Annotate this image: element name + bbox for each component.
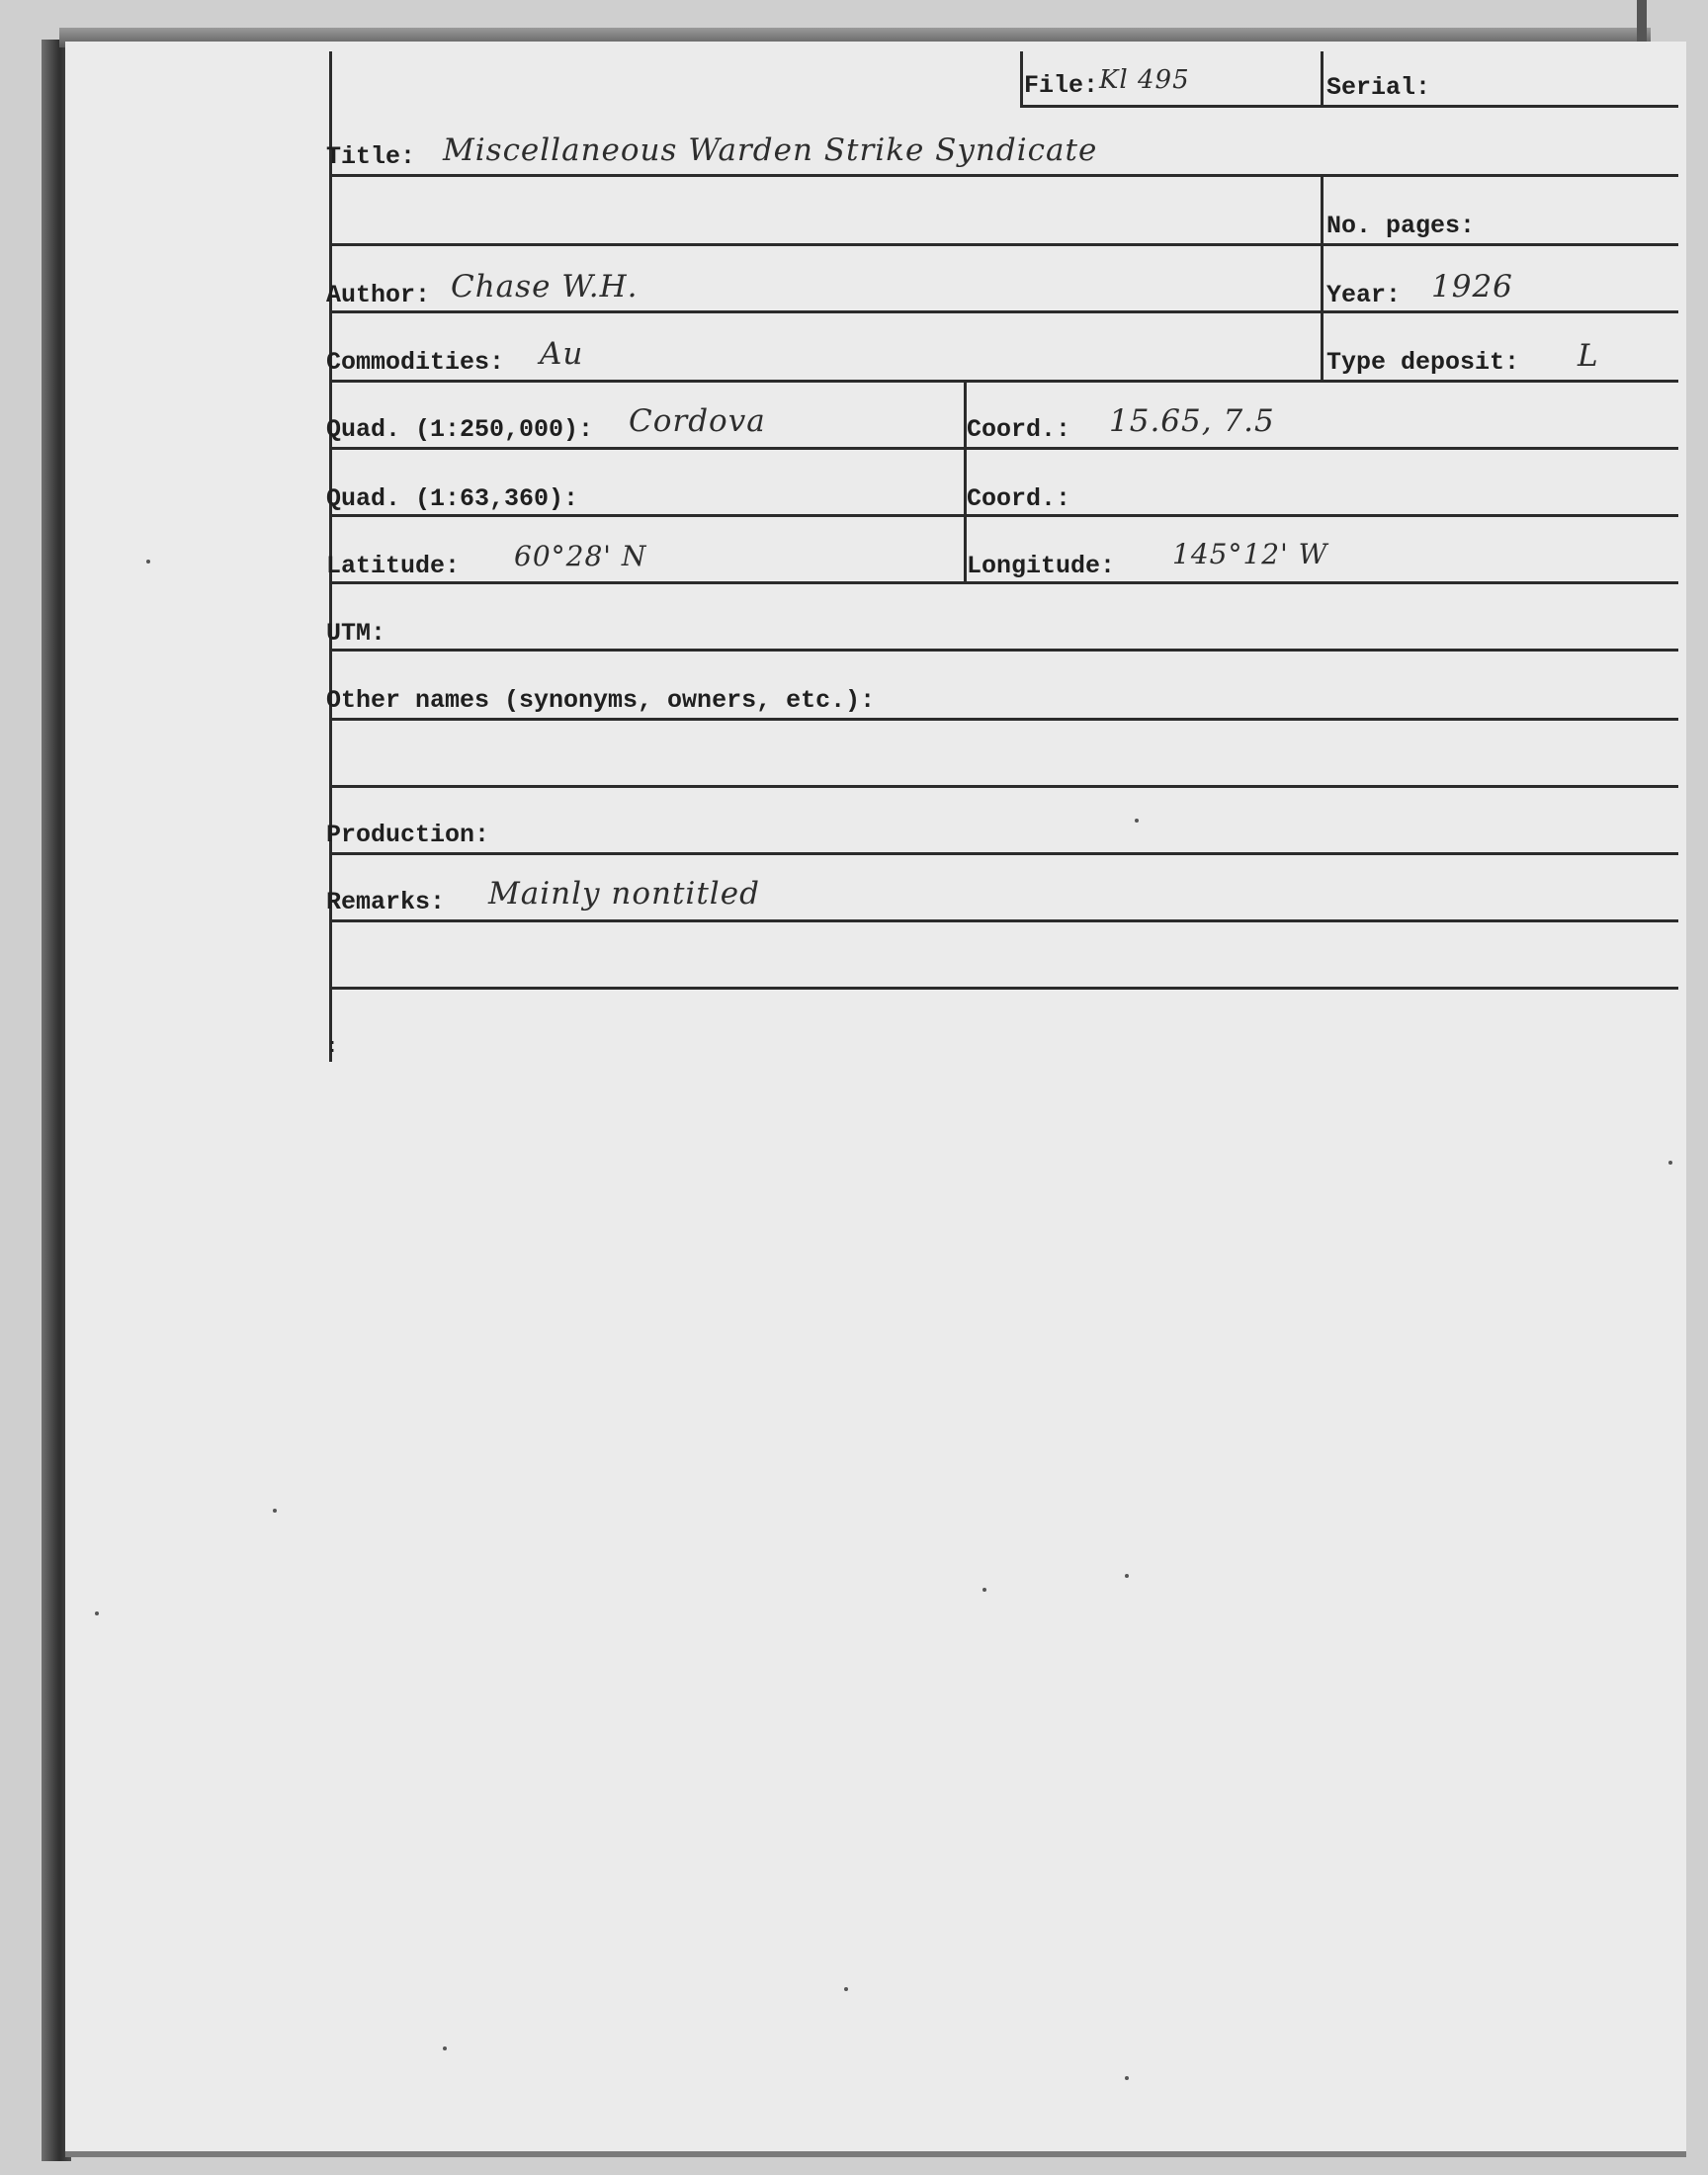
scan-speck	[95, 1611, 99, 1615]
latitude-label: Latitude:	[326, 552, 461, 580]
rule-row-other-names	[329, 718, 1678, 721]
rule-row-latitude	[329, 581, 1678, 584]
title-label: Title:	[326, 142, 416, 171]
quad250-value: Cordova	[629, 403, 766, 439]
coord2-label: Coord.:	[967, 484, 1071, 513]
rule-row-file	[1020, 105, 1678, 108]
remarks-label: Remarks:	[326, 888, 446, 916]
scan-speck	[1135, 819, 1139, 823]
right-column-divider	[1321, 176, 1324, 382]
file-value: Kl 495	[1099, 65, 1190, 95]
rule-row-other-names-2	[329, 785, 1678, 788]
year-value: 1926	[1431, 269, 1513, 304]
scan-speck	[1668, 1161, 1672, 1165]
production-label: Production:	[326, 821, 490, 849]
scan-speck	[1125, 2076, 1129, 2080]
scan-speck	[146, 560, 150, 564]
scan-speck	[1125, 1574, 1129, 1578]
file-column-divider	[1020, 51, 1023, 107]
rule-row-author	[329, 310, 1678, 313]
rule-row-remarks	[329, 919, 1678, 922]
coord1-value: 15.65, 7.5	[1109, 403, 1275, 439]
commodities-value: Au	[540, 336, 584, 372]
year-label: Year:	[1326, 281, 1402, 309]
longitude-label: Longitude:	[967, 552, 1116, 580]
type-deposit-label: Type deposit:	[1326, 348, 1520, 377]
scan-speck	[443, 2046, 447, 2050]
type-deposit-value: L	[1578, 338, 1599, 374]
rule-row-title	[329, 174, 1678, 177]
rule-row-production	[329, 852, 1678, 855]
scan-speck	[844, 1987, 848, 1991]
utm-label: UTM:	[326, 619, 386, 648]
longitude-value: 145°12' W	[1172, 538, 1328, 570]
quad63-label: Quad. (1:63,360):	[326, 484, 579, 513]
title-value: Miscellaneous Warden Strike Syndicate	[443, 132, 1098, 168]
rule-row-pages	[329, 243, 1678, 246]
other-names-label: Other names (synonyms, owners, etc.):	[326, 686, 876, 715]
latitude-value: 60°28' N	[514, 540, 647, 572]
quad250-label: Quad. (1:250,000):	[326, 415, 594, 444]
paper-bottom-edge	[65, 2151, 1686, 2157]
bottom-mark: :	[326, 1036, 339, 1059]
scan-speck	[982, 1588, 986, 1592]
author-label: Author:	[326, 281, 431, 309]
author-value: Chase W.H.	[451, 269, 639, 304]
serial-column-divider	[1321, 51, 1324, 107]
no-pages-label: No. pages:	[1326, 212, 1476, 240]
file-label: File:	[1024, 71, 1099, 100]
serial-label: Serial:	[1326, 73, 1431, 102]
remarks-value: Mainly nontitled	[488, 876, 760, 912]
rule-row-commodities	[329, 380, 1678, 383]
scan-speck	[273, 1509, 277, 1513]
rule-row-quad63	[329, 514, 1678, 517]
rule-row-utm	[329, 649, 1678, 652]
rule-row-remarks-2	[329, 987, 1678, 990]
commodities-label: Commodities:	[326, 348, 505, 377]
coord1-label: Coord.:	[967, 415, 1071, 444]
rule-row-quad250	[329, 447, 1678, 450]
